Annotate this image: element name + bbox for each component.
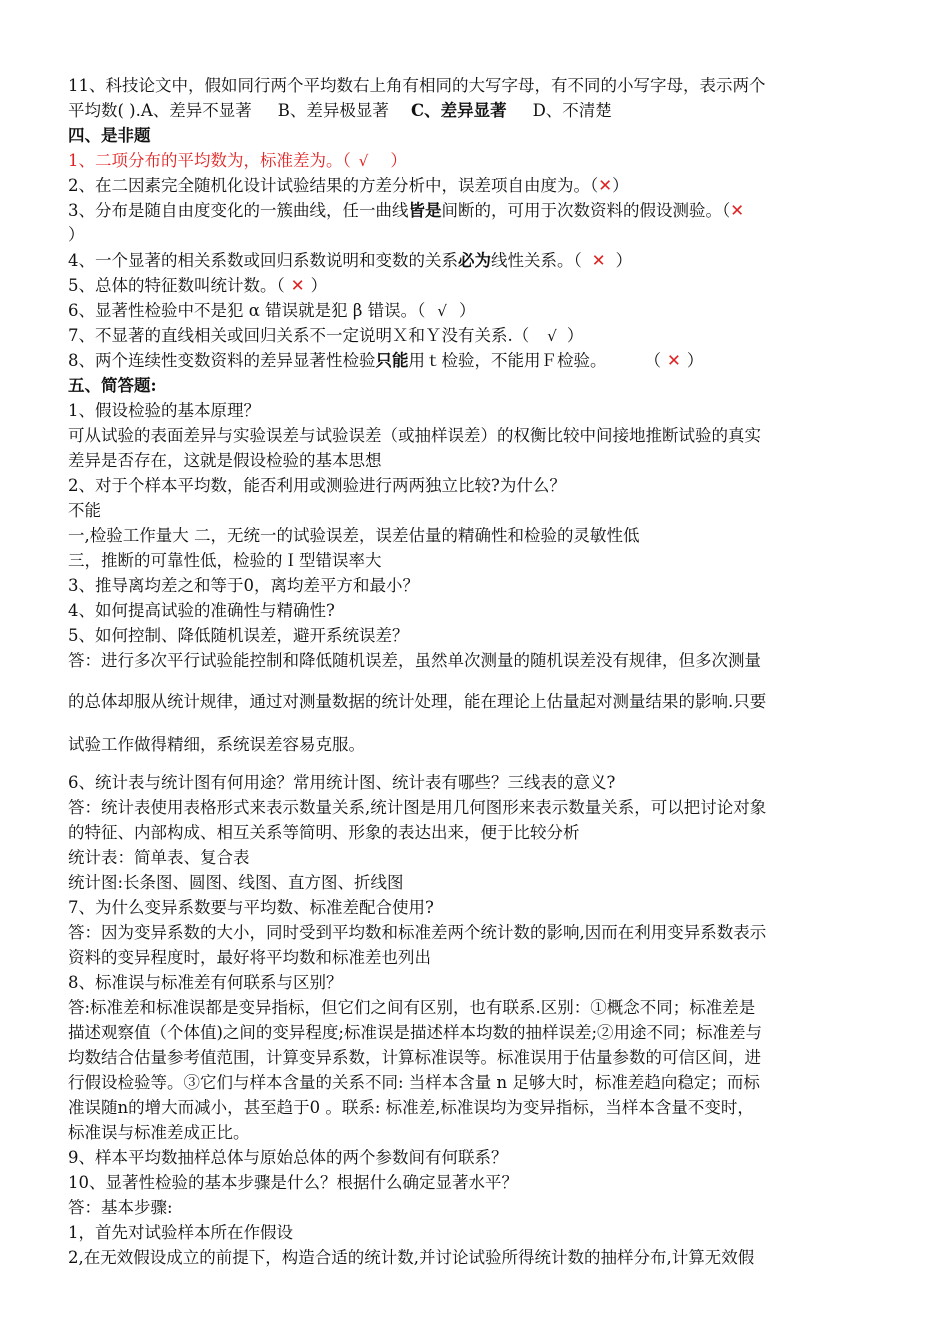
qa-line: 答：进行多次平行试验能控制和降低随机误差，虽然单次测量的随机误差没有规律，但多次测量 xyxy=(68,651,761,670)
qa-line: 可从试验的表面差异与实验误差与试验误差（或抽样误差）的权衡比较中间接地推断试验的真实 xyxy=(68,426,761,445)
tf-item-6-close: ） xyxy=(458,301,476,320)
qa-line: 的特征、内部构成、相互关系等简明、形象的表达出来，便于比较分析 xyxy=(68,823,580,842)
q11-line2 xyxy=(68,100,888,122)
tf-item-6 xyxy=(68,300,888,322)
qa-line: 3、推导离均差之和等于0，离均差平方和最小？ xyxy=(68,576,419,595)
qa-line: 10、显著性检验的基本步骤是什么？根据什么确定显著水平？ xyxy=(68,1173,518,1192)
q11-option-b: B、差异极显著 xyxy=(277,101,389,120)
tf-item-2-close: ） xyxy=(612,176,629,195)
tf-item-5-close: ） xyxy=(310,276,328,295)
tf-item-7 xyxy=(68,325,888,347)
section-5-heading: 五、简答题: xyxy=(68,376,157,395)
tf-item-7-close: ） xyxy=(566,326,584,345)
q11-option-a: A、差异不显著 xyxy=(140,101,252,120)
qa-line: 2,在无效假设成立的前提下，构造合适的统计数,并讨论试验所得统计数的抽样分布,计算无效假 xyxy=(68,1248,755,1267)
qa-line: 答：基本步骤: xyxy=(68,1198,173,1217)
tf-item-4 xyxy=(68,250,888,272)
qa-line: 6、统计表与统计图有何用途？常用统计图、统计表有哪些？三线表的意义? xyxy=(68,773,616,792)
q11-option-c: C、差异显著 xyxy=(410,101,507,120)
qa-line: 5、如何控制、降低随机误差，避开系统误差？ xyxy=(68,626,409,645)
qa-line: 1、假设检验的基本原理？ xyxy=(68,401,260,420)
qa-line: 2、对于个样本平均数，能否利用或测验进行两两独立比较?为什么？ xyxy=(68,476,566,495)
qa-line: 7、为什么变异系数要与平均数、标准差配合使用? xyxy=(68,898,434,917)
cross-mark-icon: ✕ xyxy=(667,351,681,370)
q11-line1: 11、科技论文中，假如同行两个平均数右上角有相同的大写字母，有不同的小写字母，表示两个 xyxy=(68,76,766,95)
tf-item-3-text: 3、分布是随自由度变化的一簇曲线，任一曲线 xyxy=(68,201,409,220)
q11-stem: 平均数( ). xyxy=(68,101,141,120)
tf-item-6-text: 6、显著性检验中不是犯 α 错误就是犯 β 错误。（ xyxy=(68,301,426,320)
qa-line: 一,检验工作量大 二，无统一的试验误差，误差估量的精确性和检验的灵敏性低 xyxy=(68,526,640,545)
tf-item-8-open: （ xyxy=(644,351,661,370)
tf-item-4-text: 4、一个显著的相关系数或回归系数说明和变数的关系 xyxy=(68,251,458,270)
tf-item-4-close: ） xyxy=(615,251,633,270)
cross-mark-icon: ✕ xyxy=(598,176,613,195)
tf-item-2 xyxy=(68,175,888,197)
check-mark-icon: √ xyxy=(547,327,557,345)
tf-item-3-text-cont: 间断的，可用于次数资料的假设测验。（ xyxy=(441,201,731,220)
tf-item-8-emphasis: 只能 xyxy=(375,351,409,370)
tf-item-8-close: ） xyxy=(686,351,704,370)
cross-mark-icon: ✕ xyxy=(591,251,606,270)
tf-item-2-text: 2、在二因素完全随机化设计试验结果的方差分析中，误差项自由度为。（ xyxy=(68,176,599,195)
tf-item-1-text: 1、二项分布的平均数为，标准差为。（ xyxy=(68,151,351,170)
qa-line: 试验工作做得精细，系统误差容易克服。 xyxy=(68,735,365,754)
qa-line: 统计表：简单表、复合表 xyxy=(68,848,250,867)
qa-line: 不能 xyxy=(68,501,101,520)
qa-line: 标准误与标准差成正比。 xyxy=(68,1123,250,1142)
tf-item-3 xyxy=(68,200,888,222)
tf-item-8-text-cont: 用ｔ检验，不能用Ｆ检验。 xyxy=(408,351,607,370)
check-mark-icon: √ xyxy=(437,302,447,320)
qa-line: 8、标准误与标准差有何联系与区别？ xyxy=(68,973,343,992)
qa-line: 答：统计表使用表格形式来表示数量关系,统计图是用几何图形来表示数量关系，可以把讨论对象 xyxy=(68,798,767,817)
qa-line: 答:标准差和标准误都是变异指标，但它们之间有区别，也有联系.区别：①概念不同；标准差是 xyxy=(68,998,756,1017)
qa-line: 4、如何提高试验的准确性与精确性? xyxy=(68,601,335,620)
qa-line: 1，首先对试验样本所在作假设 xyxy=(68,1223,293,1242)
tf-item-4-emphasis: 必为 xyxy=(458,251,491,270)
check-mark-icon: √ xyxy=(358,152,369,170)
qa-line: 三，推断的可靠性低，检验的Ｉ型错误率大 xyxy=(68,551,382,570)
qa-line: 准误随n的增大而减小，甚至趋于0 。联系: 标准差,标准误均为变异指标，当样本含量不变时， xyxy=(68,1098,754,1117)
qa-line: 均数结合估量参考值范围，计算变异系数，计算标准误等。标准误用于估量参数的可信区间，进 xyxy=(68,1048,761,1067)
tf-item-8 xyxy=(68,350,888,372)
tf-item-4-text-cont: 线性关系。（ xyxy=(491,251,582,270)
tf-item-8-text: 8、两个连续性变数资料的差异显著性检验 xyxy=(68,351,376,370)
qa-line: 统计图:长条图、圆图、线图、直方图、折线图 xyxy=(68,873,404,892)
tf-item-7-text: 7、不显著的直线相关或回归关系不一定说明Ｘ和Ｙ没有关系.（ xyxy=(68,326,530,345)
tf-item-1-close: ） xyxy=(390,151,407,170)
section-4-heading: 四、是非题 xyxy=(68,126,151,145)
qa-line: 9、样本平均数抽样总体与原始总体的两个参数间有何联系？ xyxy=(68,1148,508,1167)
cross-mark-icon: ✕ xyxy=(730,201,745,220)
tf-item-5-text: 5、总体的特征数叫统计数。（ xyxy=(68,276,285,295)
qa-line: 差异是否存在，这就是假设检验的基本思想 xyxy=(68,451,382,470)
cross-mark-icon: ✕ xyxy=(290,276,305,295)
tf-item-3-emphasis: 皆是 xyxy=(408,201,442,220)
tf-item-1 xyxy=(68,150,888,172)
q11-option-d: D、不清楚 xyxy=(532,101,612,120)
qa-line: 资料的变异程度时，最好将平均数和标准差也列出 xyxy=(68,948,431,967)
tf-item-5 xyxy=(68,275,888,297)
qa-line: 行假设检验等。③它们与样本含量的关系不同: 当样本含量 n 足够大时，标准差趋向稳定；而标 xyxy=(68,1073,760,1092)
tf-item-3-close: ） xyxy=(68,225,85,244)
qa-line: 答：因为变异系数的大小，同时受到平均数和标准差两个统计数的影响,因而在利用变异系数表示 xyxy=(68,923,767,942)
qa-line: 描述观察值（个体值)之间的变异程度;标准误是描述样本均数的抽样误差;②用途不同；标准差与 xyxy=(68,1023,763,1042)
qa-line: 的总体却服从统计规律，通过对测量数据的统计处理，能在理论上估量起对测量结果的影响.只要 xyxy=(68,692,767,711)
